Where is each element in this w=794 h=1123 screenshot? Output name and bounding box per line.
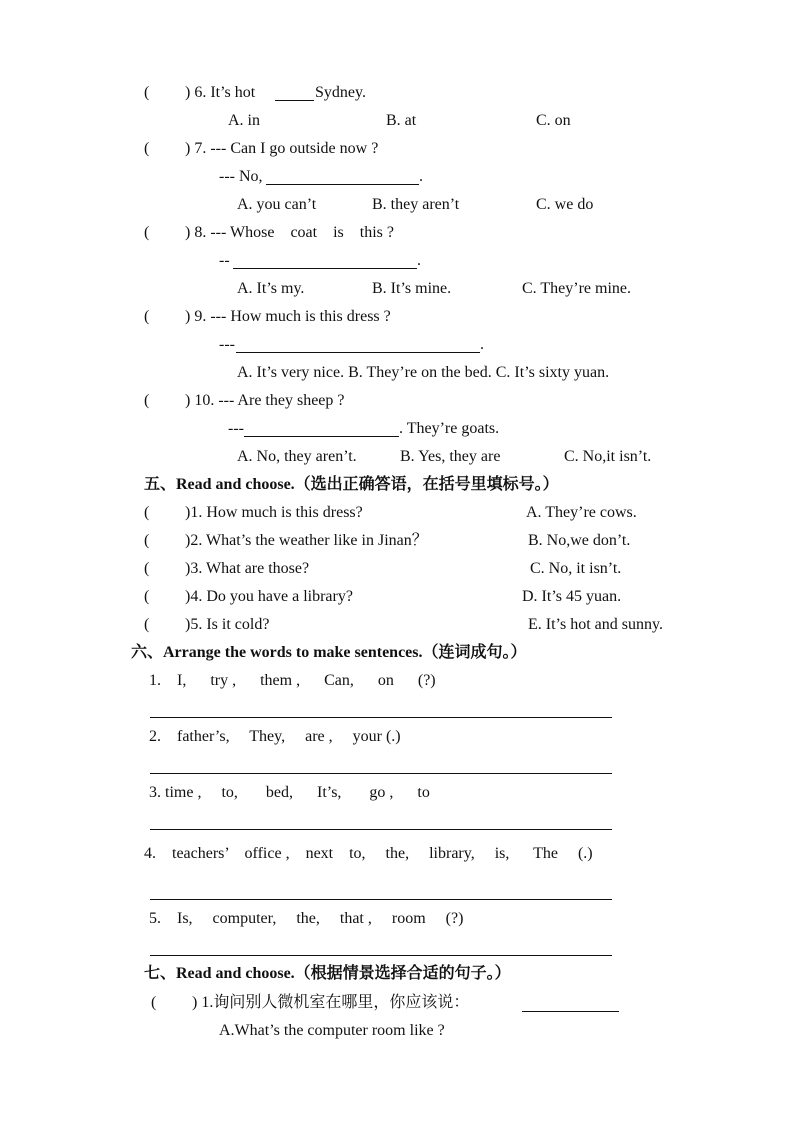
- s6-answer-line-2[interactable]: [150, 773, 612, 774]
- s6-item-1: 1. I, try , them , Can, on (?): [149, 672, 436, 689]
- s5-q4-text: )4. Do you have a library?: [185, 588, 353, 605]
- s5-q3-paren: (: [144, 560, 150, 577]
- q9-stem: ) 9. --- How much is this dress ?: [185, 308, 391, 325]
- q10-answer-end: . They’re goats.: [399, 420, 500, 437]
- q6-blank[interactable]: [275, 100, 314, 101]
- section7-title: 七、Read and choose.（根据情景选择合适的句子。）: [144, 965, 511, 982]
- q9-answer-end: .: [480, 336, 484, 353]
- s5-q5-paren: (: [144, 616, 150, 633]
- s5-q3-text: )3. What are those?: [185, 560, 310, 577]
- s5-answer-b: B. No,we don’t.: [528, 532, 631, 549]
- s5-q1-paren: (: [144, 504, 150, 521]
- s5-q2-paren: (: [144, 532, 150, 549]
- q7-blank[interactable]: [266, 184, 419, 185]
- q6-option-c: C. on: [536, 112, 571, 129]
- q9-answer-prefix: ---: [219, 336, 235, 353]
- q6-option-a: A. in: [228, 112, 260, 129]
- q8-option-a: A. It’s my.: [237, 280, 305, 297]
- s6-answer-line-1[interactable]: [150, 717, 612, 718]
- s5-q2-text: )2. What’s the weather like in Jinan？: [185, 532, 428, 549]
- q8-option-b: B. It’s mine.: [372, 280, 452, 297]
- q10-answer-prefix: ---: [228, 420, 244, 437]
- s6-item-3: 3. time , to, bed, It’s, go , to: [149, 784, 430, 801]
- q8-answer-prefix: --: [219, 252, 230, 269]
- q8-answer-end: .: [417, 252, 421, 269]
- s7-q1-blank[interactable]: [522, 1011, 619, 1012]
- q10-blank[interactable]: [244, 436, 399, 437]
- q8-blank[interactable]: [233, 268, 417, 269]
- q8-stem: ) 8. --- Whose coat is this ?: [185, 224, 394, 241]
- q8-paren: (: [144, 224, 150, 241]
- q6-stem: ) 6. It’s hot: [185, 84, 260, 101]
- q6-option-b: B. at: [386, 112, 417, 129]
- q10-stem: ) 10. --- Are they sheep ?: [185, 392, 345, 409]
- q10-option-c: C. No,it isn’t.: [564, 448, 652, 465]
- q9-options: A. It’s very nice. B. They’re on the bed. C. It’s sixty yuan.: [237, 364, 610, 381]
- q10-paren: (: [144, 392, 150, 409]
- q6-after: Sydney.: [315, 84, 366, 101]
- q8-option-c: C. They’re mine.: [522, 280, 632, 297]
- s5-answer-e: E. It’s hot and sunny.: [528, 616, 663, 633]
- q10-option-b: B. Yes, they are: [400, 448, 501, 465]
- s5-q1-text: )1. How much is this dress?: [185, 504, 363, 521]
- s7-q1-option-a: A.What’s the computer room like ?: [219, 1022, 445, 1039]
- q7-answer-prefix: --- No,: [219, 168, 263, 185]
- q7-option-a: A. you can’t: [237, 196, 317, 213]
- q6-paren: (: [144, 84, 150, 101]
- q7-answer-end: .: [419, 168, 423, 185]
- s7-q1-text: ) 1.询问别人微机室在哪里，你应该说：: [192, 994, 470, 1011]
- s6-answer-line-5[interactable]: [150, 955, 612, 956]
- q9-paren: (: [144, 308, 150, 325]
- s6-item-2: 2. father’s, They, are , your (.): [149, 728, 401, 745]
- q7-paren: (: [144, 140, 150, 157]
- s5-q4-paren: (: [144, 588, 150, 605]
- s6-item-5: 5. Is, computer, the, that , room (?): [149, 910, 464, 927]
- q7-option-b: B. they aren’t: [372, 196, 460, 213]
- section5-title: 五、Read and choose.（选出正确答语，在括号里填标号。）: [144, 476, 559, 493]
- s6-item-4: 4. teachers’ office , next to, the, library, is, The (.): [144, 845, 593, 862]
- s5-answer-c: C. No, it isn’t.: [530, 560, 622, 577]
- s5-answer-d: D. It’s 45 yuan.: [522, 588, 622, 605]
- s6-answer-line-3[interactable]: [150, 829, 612, 830]
- section6-title: 六、Arrange the words to make sentences.（连词成句。）: [131, 644, 527, 661]
- s7-q1-paren: (: [151, 994, 157, 1011]
- q7-stem: ) 7. --- Can I go outside now ?: [185, 140, 379, 157]
- s6-answer-line-4[interactable]: [150, 899, 612, 900]
- q7-option-c: C. we do: [536, 196, 594, 213]
- s5-q5-text: )5. Is it cold?: [185, 616, 270, 633]
- q10-option-a: A. No, they aren’t.: [237, 448, 357, 465]
- q9-blank[interactable]: [236, 352, 480, 353]
- s5-answer-a: A. They’re cows.: [526, 504, 637, 521]
